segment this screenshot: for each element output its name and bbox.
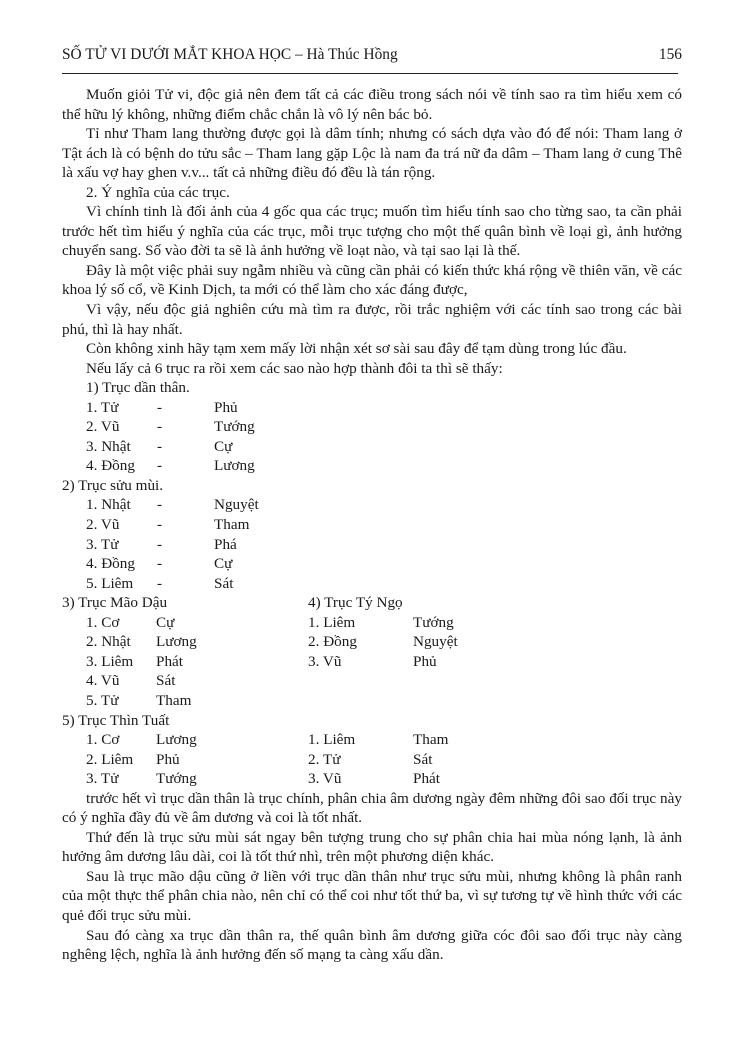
running-header (62, 44, 682, 68)
star-c: 3. Vũ (308, 770, 342, 788)
axis-row (62, 437, 682, 457)
star-a: 4. Đồng (86, 555, 135, 573)
axis-1-title: 1) Trục dần thân. (86, 379, 190, 397)
paragraph: Thứ đến là trục sửu mùi sát ngay bên tượng trung cho sự phân chia hai mùa nóng lạnh, là ảnh hưởng âm dương lâu dài, coi là tốt thứ nhì, trên một phương diện khác. (62, 828, 682, 866)
axis-4-title: 4) Trục Tý Ngọ (308, 594, 403, 612)
star-b: Cự (214, 555, 233, 573)
star-b: Nguyệt (413, 633, 458, 651)
paragraph: Nếu lấy cả 6 trục ra rồi xem các sao nào hợp thành đôi ta thì sẽ thấy: (86, 359, 503, 377)
paragraph: Vì chính tinh là đối ảnh của 4 gốc qua các trục; muốn tìm hiểu tính sao cho từng sao, ta cần phải trước hết tìm hiểu ý nghĩa của các trục, mỗi trục tượng cho một thế quân bình về loại gì, ảnh hưởng chuyển sang. Số vào đời ta sẽ là ảnh hưởng về loạt nào, và tại sao lại là thế. (62, 203, 682, 260)
header-rule (62, 73, 678, 74)
paragraph: Sau đó càng xa trục dần thân ra, thế quân bình âm dương giữa cóc đôi sao đối trục này càng nghêng lệch, nghĩa là ảnh hưởng đến số mạng ta càng xấu dần. (62, 926, 682, 964)
axis-row (62, 417, 682, 437)
axis-row (62, 515, 682, 535)
axis-row (62, 398, 682, 418)
star-b: Tham (214, 516, 250, 534)
star-a: 3. Vũ (308, 652, 342, 670)
star-b: Phủ (413, 652, 437, 670)
axis-row (62, 750, 682, 770)
star-b: Nguyệt (214, 496, 259, 514)
star-a: 3. Liêm (86, 652, 134, 670)
star-b: Phá (214, 535, 237, 553)
paragraph: Vì vậy, nếu độc giả nghiên cứu mà tìm ra được, rồi trắc nghiệm với các tính sao trong các bài phú, thì là hay nhất. (62, 301, 682, 338)
paragraph: Đây là một việc phải suy ngẫm nhiều và cũng cần phải có kiến thức khá rộng về thiên văn, về các khoa lý số cổ, về Kinh Dịch, ta mới có thể làm cho xác đáng được, (62, 261, 682, 299)
star-b: Sát (156, 672, 176, 690)
star-a: 4. Đồng (86, 457, 135, 475)
star-a: 1. Cơ (86, 613, 120, 631)
star-b: Cự (156, 613, 175, 631)
star-a: 5. Tử (86, 691, 119, 709)
star-a: 1. Tử (86, 398, 119, 416)
section-heading: 2. Ý nghĩa của các trục. (86, 183, 230, 201)
star-c: 2. Tử (308, 750, 341, 768)
paragraph: trước hết vì trục dần thân là trục chính, phân chia âm dương ngày đêm những đôi sao đối trục này có ý nghĩa đầy đủ về âm dương và coi là tốt nhất. (62, 789, 682, 827)
axis-row (62, 652, 682, 672)
paragraph: Muốn giỏi Tử vi, độc giả nên đem tất cả các điều trong sách nói về tính sao ra tìm hiểu xem có thể hữu lý không, những điểm chắc chắn là vô lý nên bác bỏ. (62, 86, 682, 123)
dash: - (157, 516, 163, 534)
axis-title (62, 711, 682, 731)
axis-3-title: 3) Trục Mão Dậu (62, 594, 168, 612)
dash: - (157, 418, 163, 436)
axis-row (62, 456, 682, 476)
axis-title (62, 476, 682, 496)
page-number: 156 (658, 46, 682, 63)
axis-row (62, 691, 682, 711)
axis-row (62, 535, 682, 555)
axis-row (62, 632, 682, 652)
dash: - (157, 574, 163, 592)
star-d: Sát (413, 750, 433, 768)
axis-row (62, 671, 682, 691)
star-b: Tướng (214, 418, 255, 436)
star-c: 1. Liêm (308, 731, 356, 749)
star-a: 1. Liêm (308, 613, 356, 631)
star-b: Lương (156, 731, 197, 749)
axis-row (62, 730, 682, 750)
star-b: Phát (156, 652, 184, 670)
dash: - (157, 437, 163, 455)
paragraph: Sau là trục mão dậu cũng ở liền với trục dần thân như trục sửu mùi, nhưng không là phân ranh của một thực thể phân chia nào, nên chỉ có thể coi như tốt thứ ba, vì sự tương tự về hình thức với các quẻ đối trục sửu mùi. (62, 867, 682, 924)
axis-row (62, 574, 682, 594)
dash: - (157, 457, 163, 475)
star-a: 2. Nhật (86, 633, 131, 651)
star-a: 2. Đồng (308, 633, 357, 651)
star-b: Tham (156, 691, 192, 709)
star-a: 1. Cơ (86, 731, 120, 749)
star-b: Tướng (413, 613, 454, 631)
star-a: 3. Nhật (86, 437, 131, 455)
star-a: 1. Nhật (86, 496, 131, 514)
star-a: 2. Vũ (86, 516, 120, 534)
paragraph: Còn không xinh hãy tạm xem mấy lời nhận xét sơ sài sau đây để tạm dùng trong lúc đầu. (86, 340, 627, 358)
star-a: 3. Tử (86, 535, 119, 553)
dash: - (157, 555, 163, 573)
star-b: Sát (214, 574, 234, 592)
star-a: 3. Tử (86, 770, 119, 788)
paragraph: Tỉ như Tham lang thường được gọi là dâm tính; nhưng có sách dựa vào đó để nói: Tham lang ở Tật ách là có bệnh do tửu sắc – Tham lang gặp Lộc là nam đa trá nữ đa dâm – Tham lang ở cung Thê là xấu vợ hay ghen v.v... tất cả những điều đó đều là tán rộng. (62, 125, 682, 182)
star-b: Tướng (156, 770, 197, 788)
axis-5-title: 5) Trục Thìn Tuất (62, 711, 170, 729)
axis-row (62, 495, 682, 515)
star-a: 2. Vũ (86, 418, 120, 436)
dash: - (157, 496, 163, 514)
star-a: 4. Vũ (86, 672, 120, 690)
book-title: SỐ TỬ VI DƯỚI MẮT KHOA HỌC – Hà Thúc Hồng (62, 46, 398, 63)
axis-title-row (62, 593, 682, 613)
star-d: Phát (413, 770, 441, 788)
star-d: Tham (413, 731, 449, 749)
dash: - (157, 398, 163, 416)
page-body (62, 85, 682, 965)
axis-2-title: 2) Trục sửu mùi. (62, 476, 164, 494)
star-b: Phủ (214, 398, 238, 416)
axis-row (62, 769, 682, 789)
axis-row (62, 554, 682, 574)
star-b: Cự (214, 437, 233, 455)
axis-title (62, 378, 682, 398)
axis-row (62, 613, 682, 633)
star-b: Lương (214, 457, 255, 475)
star-a: 2. Liêm (86, 750, 134, 768)
star-b: Lương (156, 633, 197, 651)
dash: - (157, 535, 163, 553)
star-b: Phủ (156, 750, 180, 768)
star-a: 5. Liêm (86, 574, 134, 592)
